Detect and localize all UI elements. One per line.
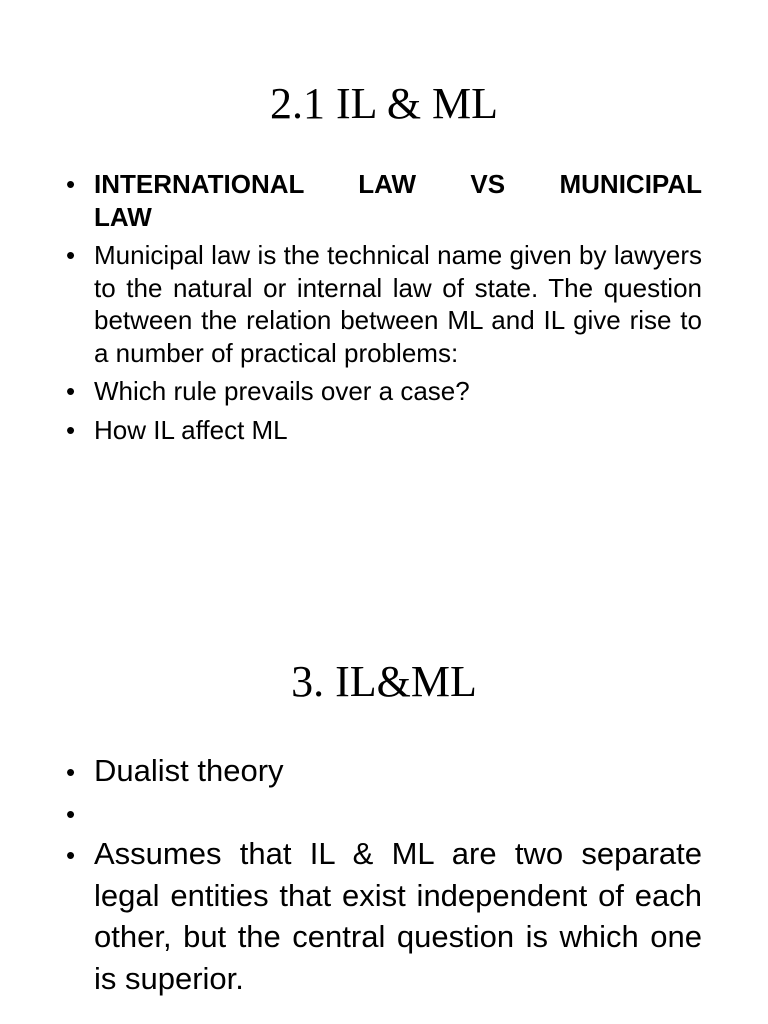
bullet-icon: •: [66, 414, 76, 445]
bullet-text: Assumes that IL & ML are two separate legal entities that exist independent of each other, but the central question is which one is superior.: [94, 836, 702, 996]
bullet-text: Municipal law is the technical name given by lawyers to the natural or internal law of state. The question between the relation between ML and IL give rise to a number of practical problems:: [94, 240, 702, 368]
slide-title: 3. IL&ML: [291, 657, 477, 706]
slide-title: 2.1 IL & ML: [269, 79, 499, 128]
bullet-item: [66, 375, 702, 408]
bullet-icon: •: [66, 240, 76, 270]
bullet-item: [66, 750, 702, 792]
bullet-item: [66, 833, 702, 999]
bullet-item: [66, 414, 702, 447]
bullet-icon: •: [66, 798, 76, 829]
bullet-list: [66, 750, 702, 999]
bullet-heading-line-1: INTERNATIONAL LAW VS MUNICIPAL: [94, 169, 702, 199]
bullet-text: Dualist theory: [94, 753, 284, 788]
bullet-icon: •: [66, 840, 76, 870]
bullet-item: [66, 168, 702, 233]
bullet-item: [66, 239, 702, 369]
bullet-text: Which rule prevails over a case?: [94, 376, 470, 406]
bullet-icon: •: [66, 169, 76, 199]
bullet-list: [66, 168, 702, 452]
slide-2: [0, 512, 768, 1024]
bullet-icon: •: [66, 757, 76, 787]
bullet-heading-line-2: LAW: [94, 201, 152, 232]
bullet-item-empty: [66, 792, 702, 834]
bullet-text: How IL affect ML: [94, 414, 288, 445]
bullet-icon: •: [66, 376, 76, 406]
